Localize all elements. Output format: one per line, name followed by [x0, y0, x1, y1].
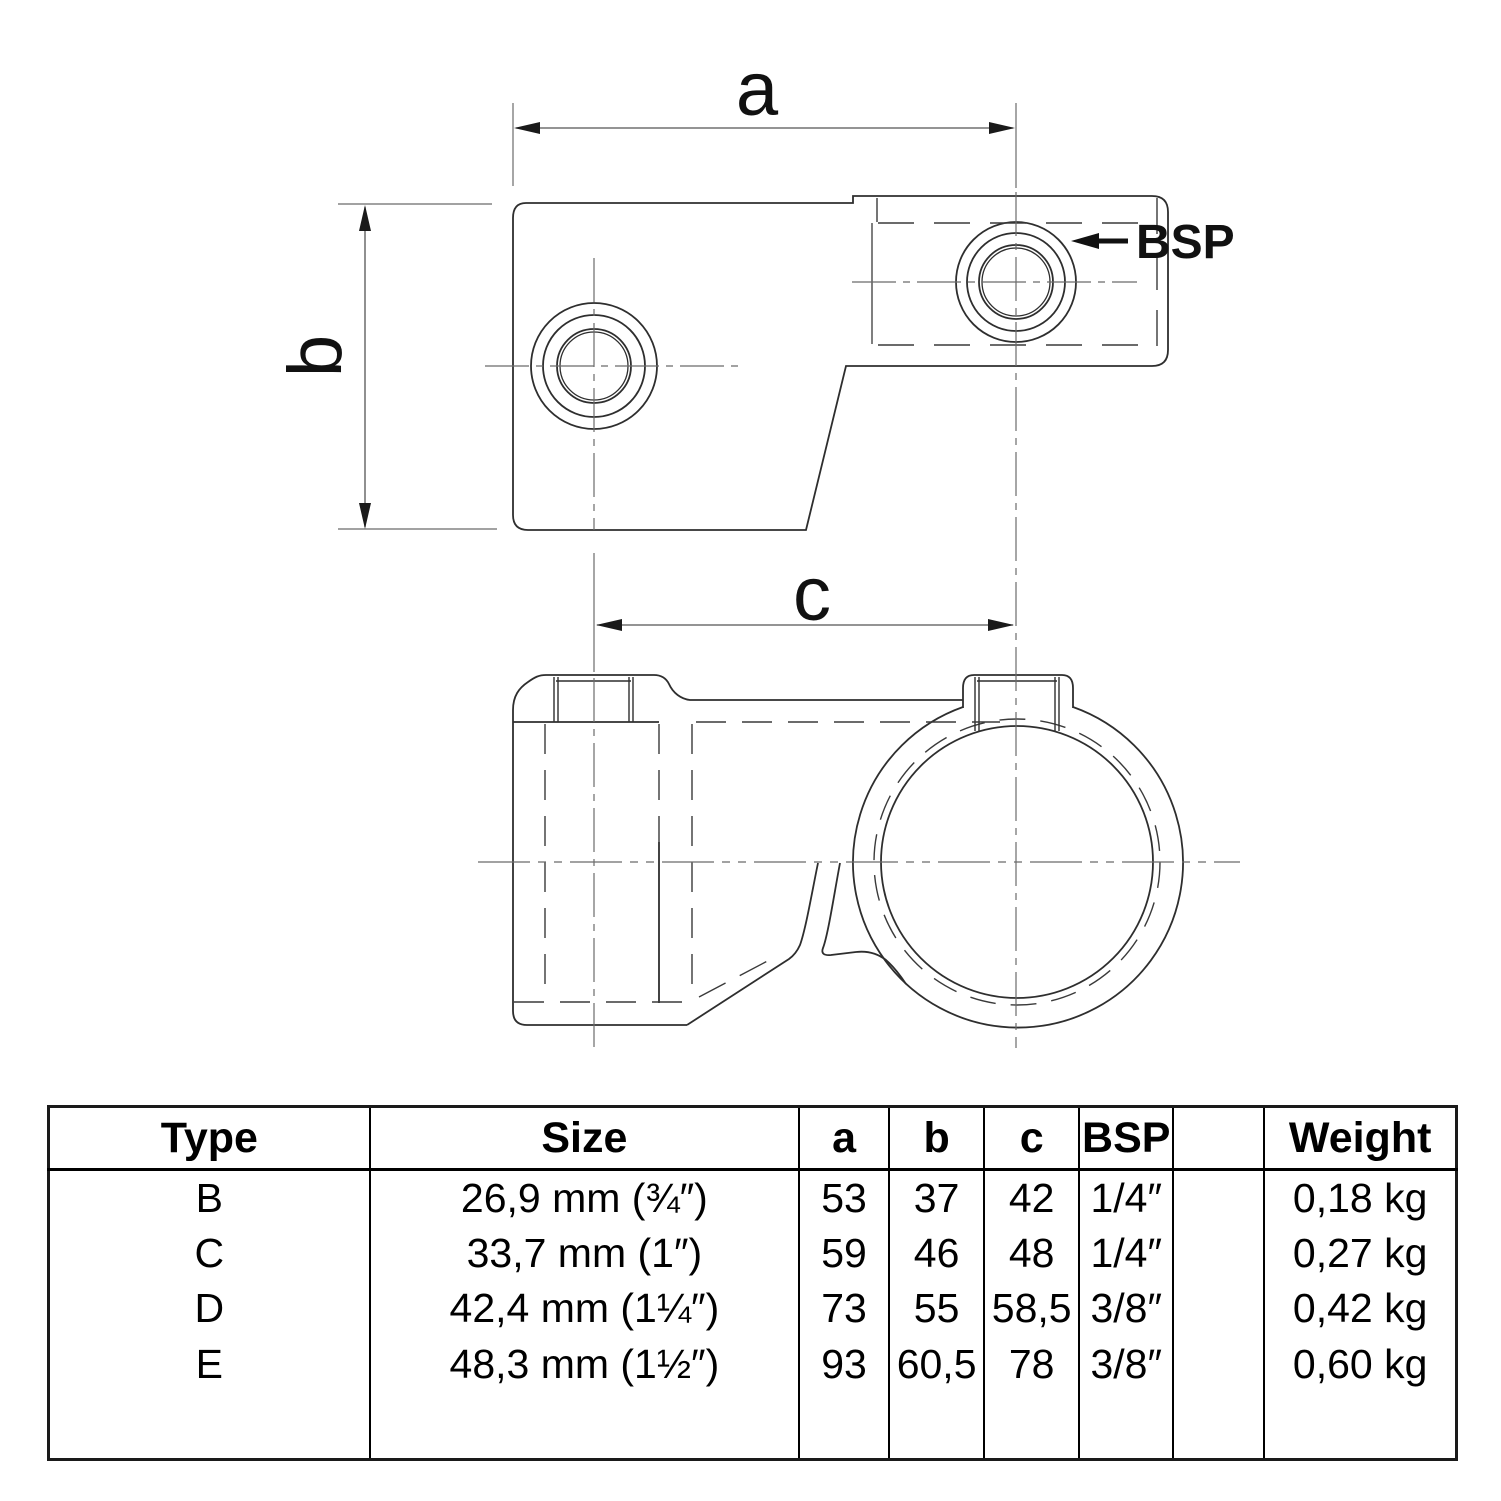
- header-spacer: [1173, 1107, 1264, 1170]
- cell-type: E: [49, 1337, 370, 1392]
- cell-c: 42: [984, 1170, 1079, 1227]
- cell-type: C: [49, 1226, 370, 1281]
- cell-a: 93: [799, 1337, 889, 1392]
- top-view: [485, 196, 1168, 530]
- cell-spacer: [1173, 1170, 1264, 1227]
- table-row: [49, 1281, 1457, 1336]
- ring-boss-bore: [975, 677, 1059, 731]
- cell-bsp: 1/4″: [1079, 1170, 1173, 1227]
- cell-spacer: [1173, 1281, 1264, 1336]
- header-c: c: [984, 1107, 1079, 1170]
- cell-spacer: [1173, 1337, 1264, 1392]
- table-filler-row: [49, 1392, 1457, 1460]
- header-bsp: BSP: [1079, 1107, 1173, 1170]
- top-view-centerlines: [485, 258, 1137, 530]
- cell-bsp: 3/8″: [1079, 1281, 1173, 1336]
- cell-b: 60,5: [889, 1337, 984, 1392]
- cell-size: 26,9 mm (¾″): [370, 1170, 799, 1227]
- header-weight: Weight: [1264, 1107, 1456, 1170]
- bsp-label: BSP: [1136, 216, 1235, 269]
- cell-weight: 0,60 kg: [1264, 1337, 1456, 1392]
- cell-c: 78: [984, 1337, 1079, 1392]
- cell-weight: 0,27 kg: [1264, 1226, 1456, 1281]
- table-header-row: [49, 1107, 1457, 1170]
- cell-b: 37: [889, 1170, 984, 1227]
- arrowheads: [359, 122, 1015, 631]
- cell-b: 46: [889, 1226, 984, 1281]
- dim-a-label: a: [735, 47, 779, 132]
- header-size: Size: [370, 1107, 799, 1170]
- table-row: [49, 1337, 1457, 1392]
- table-row: [49, 1170, 1457, 1227]
- cell-c: 58,5: [984, 1281, 1079, 1336]
- side-view: [478, 675, 1240, 1048]
- cell-size: 42,4 mm (1¼″): [370, 1281, 799, 1336]
- header-type: Type: [49, 1107, 370, 1170]
- cell-a: 53: [799, 1170, 889, 1227]
- cell-bsp: 1/4″: [1079, 1226, 1173, 1281]
- dimensions: [273, 47, 1235, 1048]
- bsp-leader-arrow: [1071, 233, 1128, 249]
- cell-c: 48: [984, 1226, 1079, 1281]
- cell-weight: 0,42 kg: [1264, 1281, 1456, 1336]
- cell-size: 33,7 mm (1″): [370, 1226, 799, 1281]
- gusset-left-edge: [687, 863, 818, 1025]
- dim-b-label: b: [273, 334, 358, 378]
- header-a: a: [799, 1107, 889, 1170]
- top-view-hidden-lines: [877, 198, 1157, 364]
- spec-table: [47, 1105, 1458, 1461]
- cell-b: 55: [889, 1281, 984, 1336]
- cell-type: D: [49, 1281, 370, 1336]
- dim-c-label: c: [793, 552, 831, 637]
- cell-weight: 0,18 kg: [1264, 1170, 1456, 1227]
- cell-a: 59: [799, 1226, 889, 1281]
- extension-lines: [338, 103, 1016, 672]
- cell-size: 48,3 mm (1½″): [370, 1337, 799, 1392]
- cell-a: 73: [799, 1281, 889, 1336]
- cell-bsp: 3/8″: [1079, 1337, 1173, 1392]
- header-b: b: [889, 1107, 984, 1170]
- table-row: [49, 1226, 1457, 1281]
- top-view-outline: [513, 196, 1168, 530]
- cell-spacer: [1173, 1226, 1264, 1281]
- side-view-centerlines: [478, 678, 1240, 1048]
- cell-type: B: [49, 1170, 370, 1227]
